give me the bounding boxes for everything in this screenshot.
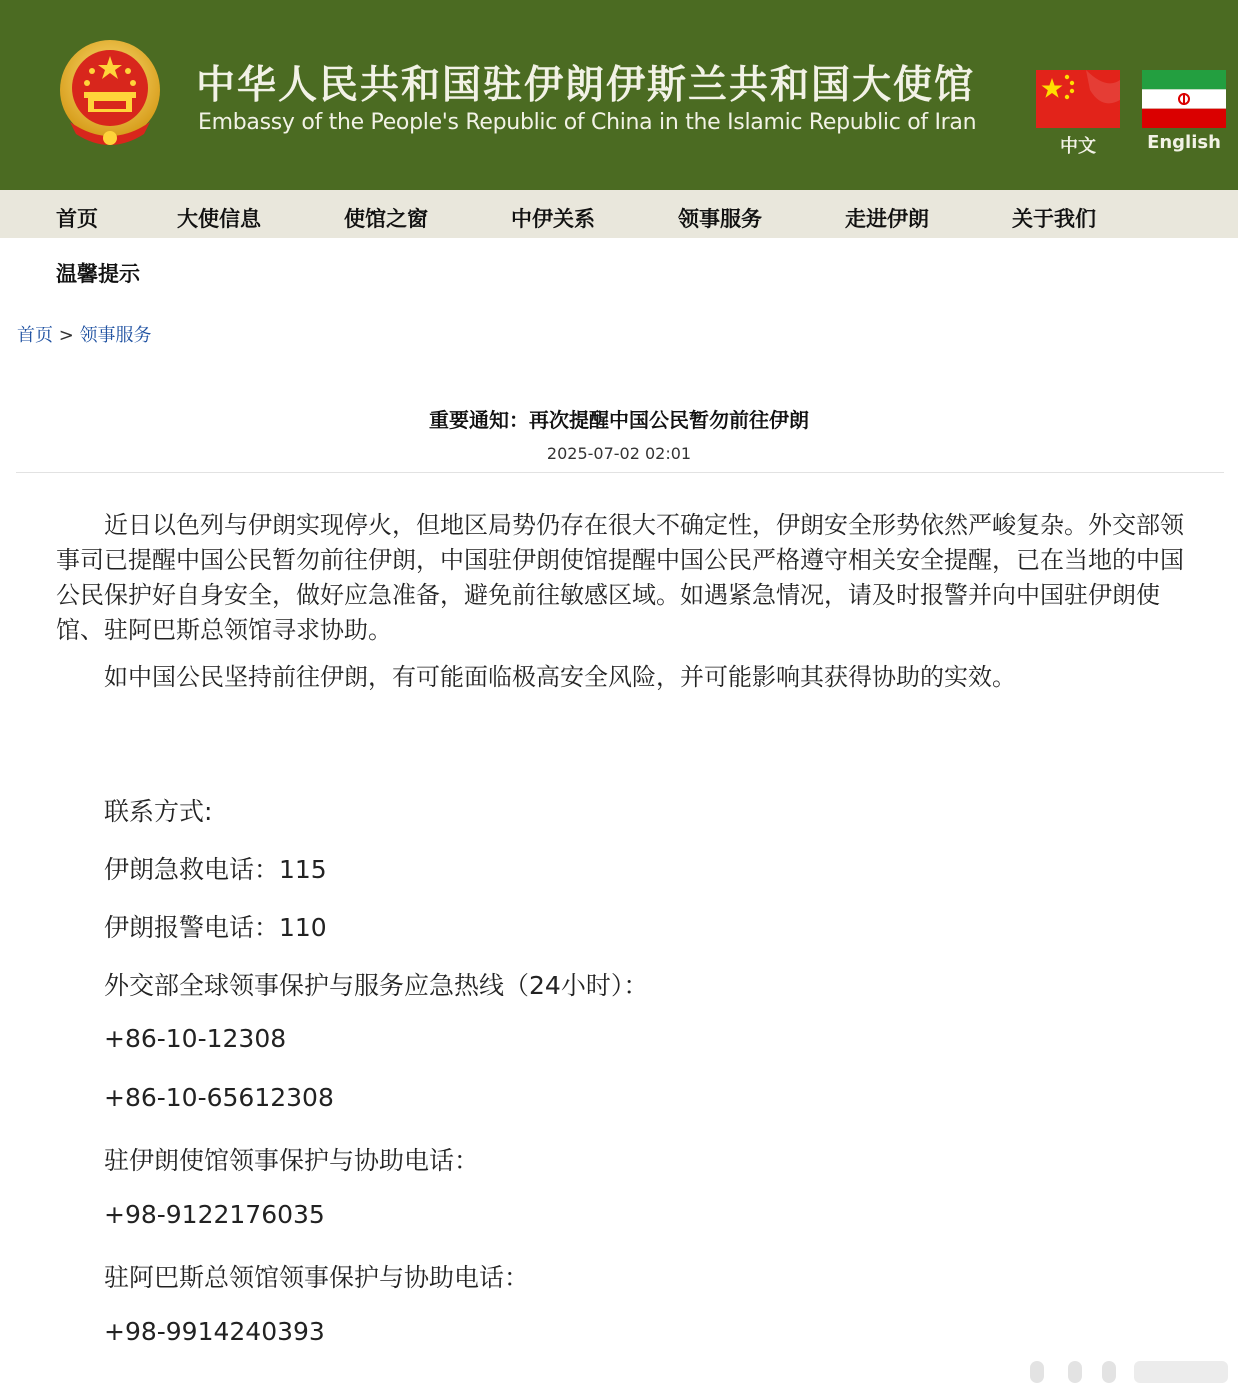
iran-flag-icon	[1142, 70, 1226, 128]
contact-hotline-heading: 外交部全球领事保护与服务应急热线（24小时）：	[104, 971, 649, 1000]
contact-heading: 联系方式:	[104, 797, 213, 826]
language-english-link[interactable]	[1140, 70, 1228, 153]
contact-embassy-heading: 驻伊朗使馆领事保护与协助电话：	[104, 1146, 480, 1175]
language-chinese-label: 中文	[1060, 136, 1096, 157]
nav-item-about-us[interactable]: 关于我们	[1012, 207, 1096, 231]
contact-ambulance: 伊朗急救电话：115	[104, 855, 327, 884]
main-nav	[0, 190, 1238, 238]
contact-consulate-heading: 驻阿巴斯总领馆领事保护与协助电话：	[104, 1263, 530, 1292]
breadcrumb	[17, 321, 152, 347]
article-body	[56, 508, 1186, 707]
contact-hotline-number-1: +86-10-12308	[104, 1024, 287, 1053]
article-paragraph: 如中国公民坚持前往伊朗，有可能面临极高安全风险，并可能影响其获得协助的实效。	[104, 663, 1016, 691]
article-paragraph: 近日以色列与伊朗实现停火，但地区局势仍存在很大不确定性，伊朗安全形势依然严峻复杂。外交部领事司已提醒中国公民暂勿前往伊朗，中国驻伊朗使馆提醒中国公民严格遵守相关安全提醒，已在当地的中国公民保护好自身安全，做好应急准备，避免前往敏感区域。如遇紧急情况，请及时报警并向中国驻伊朗使馆、驻阿巴斯总领馆寻求协助。	[56, 511, 1184, 644]
national-emblem-icon[interactable]	[56, 38, 164, 150]
article-date: 2025-07-02 02:01	[546, 444, 692, 463]
language-chinese-link[interactable]	[1036, 70, 1120, 158]
site-title-cn: 中华人民共和国驻伊朗伊斯兰共和国大使馆	[196, 62, 976, 108]
contact-hotline-number-2: +86-10-65612308	[104, 1083, 334, 1112]
contact-police: 伊朗报警电话：110	[104, 913, 327, 942]
language-english-label: English	[1147, 132, 1221, 153]
article-title: 重要通知：再次提醒中国公民暂勿前往伊朗	[429, 408, 809, 432]
breadcrumb-separator: >	[58, 325, 74, 346]
nav-item-tips[interactable]: 温馨提示	[56, 262, 140, 286]
title-divider	[16, 472, 1224, 473]
nav-item-about-iran[interactable]: 走进伊朗	[845, 207, 929, 231]
china-flag-icon	[1036, 70, 1120, 128]
site-title-en: Embassy of the People's Republic of China in the Islamic Republic of Iran	[198, 110, 977, 135]
site-header	[0, 0, 1238, 190]
nav-item-embassy-window[interactable]: 使馆之窗	[344, 207, 428, 231]
nav-item-ambassador[interactable]: 大使信息	[177, 207, 261, 231]
scroll-indicator[interactable]	[1030, 1357, 1228, 1387]
breadcrumb-current-link[interactable]: 领事服务	[79, 325, 152, 346]
breadcrumb-home-link[interactable]: 首页	[17, 325, 53, 346]
contact-consulate-number: +98-9914240393	[104, 1317, 325, 1346]
contact-embassy-number: +98-9122176035	[104, 1200, 325, 1229]
nav-item-consular-services[interactable]: 领事服务	[678, 207, 762, 231]
nav-item-home[interactable]: 首页	[56, 207, 98, 231]
nav-item-china-iran-relations[interactable]: 中伊关系	[511, 207, 595, 231]
